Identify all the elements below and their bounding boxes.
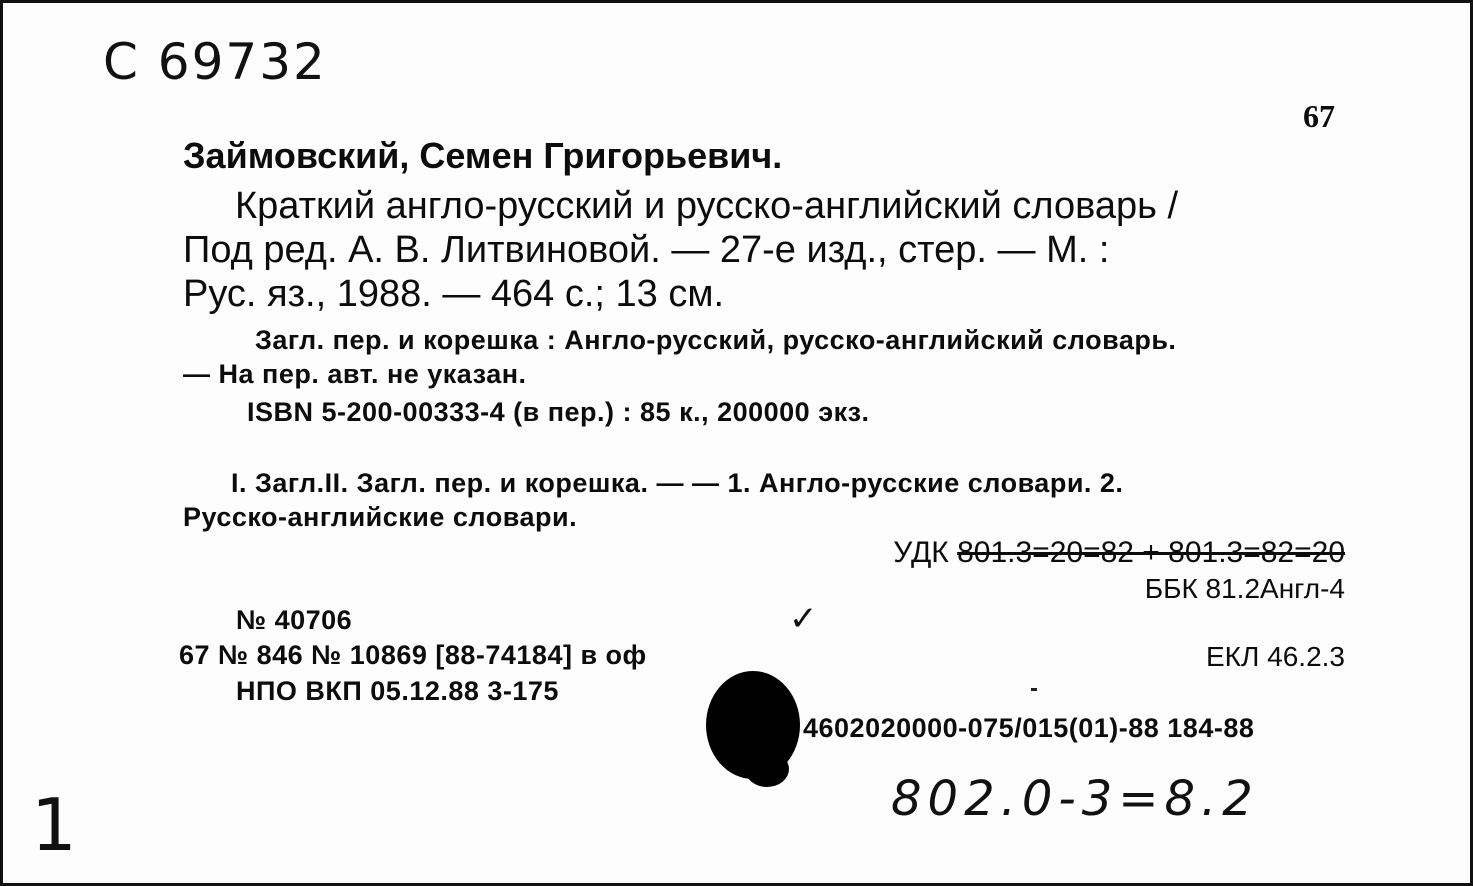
- tracing-line-1: I. Загл.II. Загл. пер. и корешка. — — 1. Англо-русские словари. 2.: [231, 468, 1124, 498]
- title-line-2: Под ред. А. В. Литвиновой. — 27-е изд., стер. — М. :: [183, 229, 1110, 271]
- class-number: 67: [1303, 98, 1335, 134]
- udk-prefix: УДК: [893, 536, 949, 569]
- author-heading: Займовский, Семен Григорьевич.: [183, 135, 783, 176]
- inventory-line: 67 № 846 № 10869 [88-74184] в оф: [179, 640, 647, 670]
- code-line: 4602020000-075/015(01)-88 184-88: [803, 713, 1255, 743]
- note-line-1: Загл. пер. и корешка : Англо-русский, русско-английский словарь.: [255, 325, 1177, 355]
- order-number: № 40706: [236, 605, 353, 635]
- ink-blot-tail: [745, 751, 789, 787]
- npo-line: НПО ВКП 05.12.88 3-175: [236, 676, 559, 706]
- udk-line: [893, 536, 1345, 570]
- note-line-2: — На пер. авт. не указан.: [183, 359, 527, 389]
- isbn-line: ISBN 5-200-00333-4 (в пер.) : 85 к., 200000 экз.: [247, 397, 870, 427]
- handwritten-number: 1: [31, 783, 77, 867]
- handwritten-shelf-mark: 802.0-3=8.2: [891, 771, 1259, 827]
- bbk-line: ББК 81.2Англ-4: [1144, 573, 1345, 604]
- ekl-line: ЕКЛ 46.2.3: [1206, 641, 1345, 672]
- ink-speck: [1031, 688, 1037, 691]
- title-line-1: Краткий англо-русский и русско-английский словарь /: [235, 185, 1179, 227]
- tracing-line-2: Русско-английские словари.: [183, 502, 578, 532]
- call-number: С 69732: [103, 33, 327, 91]
- udk-value: 801.3=20=82 + 801.3=82=20: [957, 536, 1345, 569]
- handwritten-tick-mark: ✓: [789, 599, 818, 639]
- title-line-3: Рус. яз., 1988. — 464 с.; 13 см.: [183, 273, 725, 315]
